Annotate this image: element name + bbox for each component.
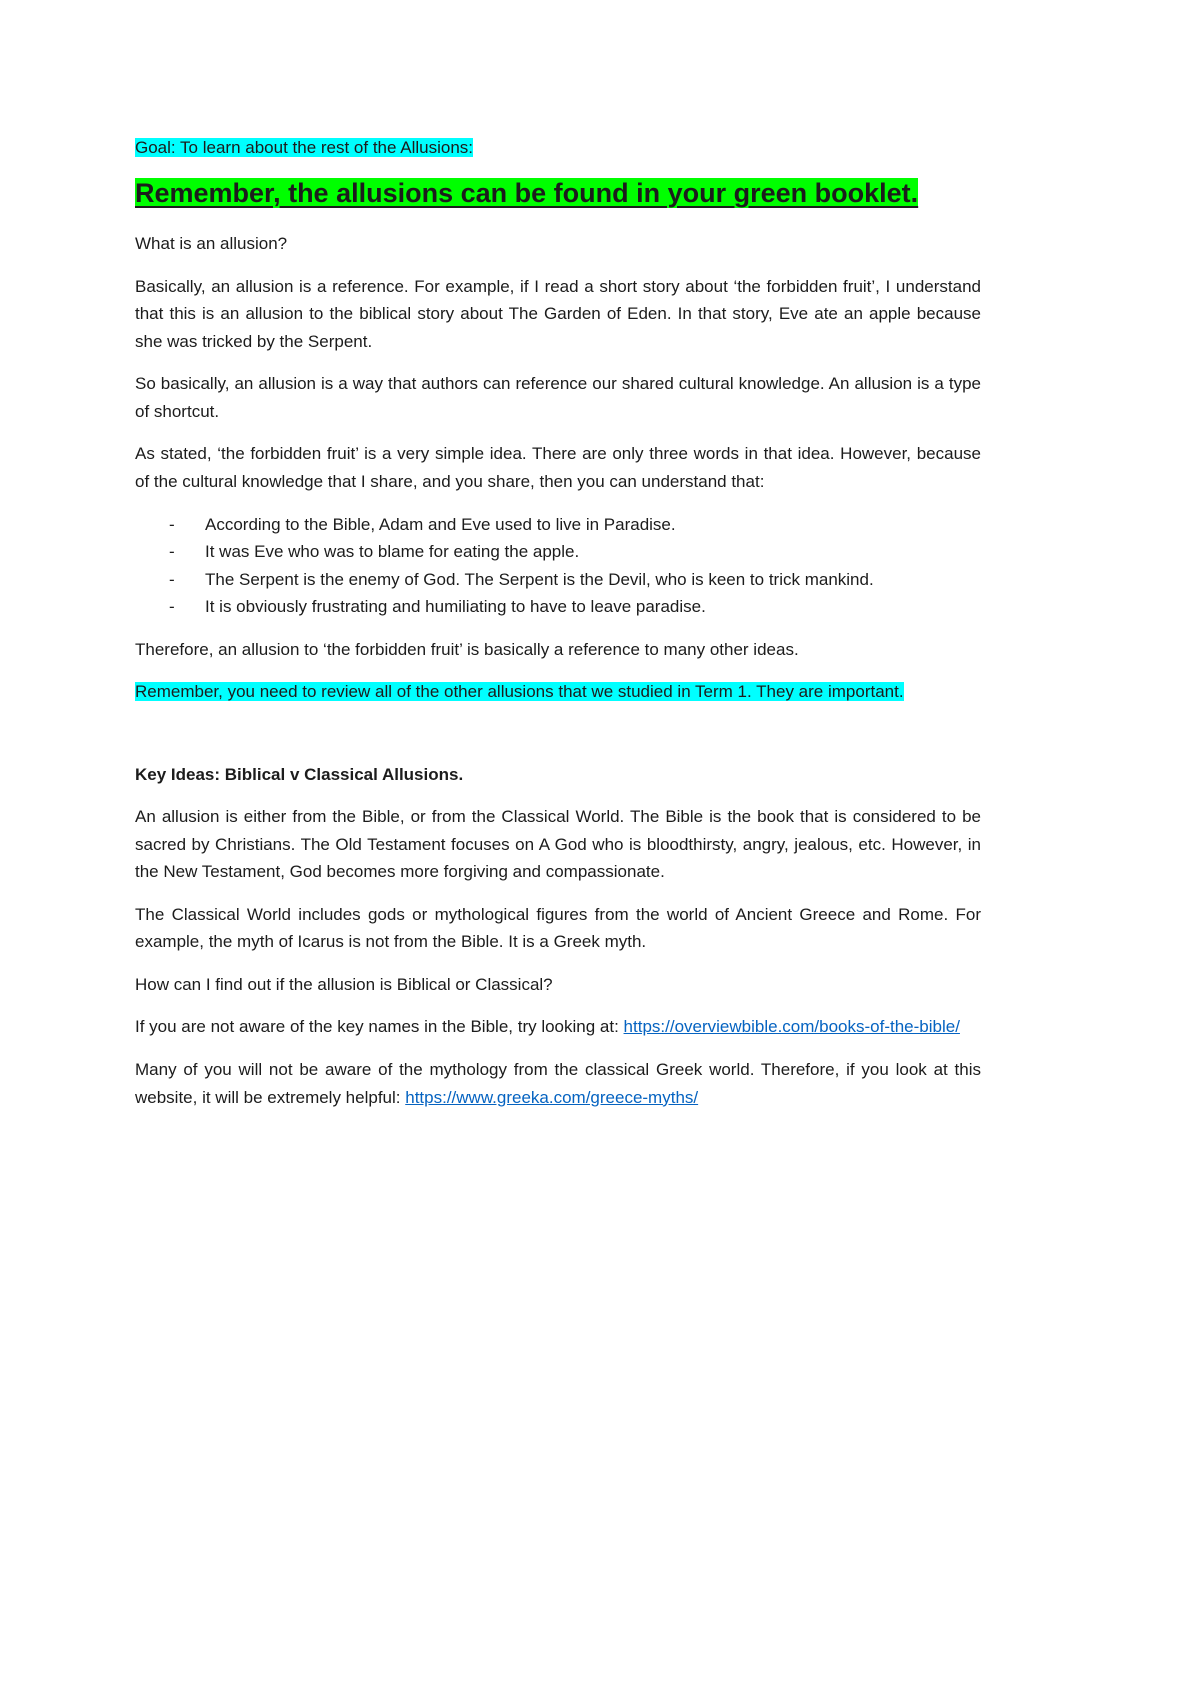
para-so-basically: So basically, an allusion is a way that authors can reference our shared cultural knowledge. An allusion is a type of shortcut.: [135, 374, 981, 421]
list-item: [135, 538, 981, 566]
link-overviewbible[interactable]: https://overviewbible.com/books-of-the-bible/: [623, 1017, 960, 1037]
bullet-dash: -: [169, 542, 175, 562]
greek-link-prefix-text: Many of you will not be aware of the mythology from the classical Greek world. Therefore, if you look at this website, it will be extremely helpful:: [135, 1059, 981, 1107]
bullet-item-text: According to the Bible, Adam and Eve used to live in Paradise.: [205, 514, 676, 534]
list-item: [135, 593, 981, 621]
goal-line: [135, 134, 981, 162]
bullet-item-text: It is obviously frustrating and humiliating to have to leave paradise.: [205, 597, 706, 617]
para-as-stated: As stated, ‘the forbidden fruit’ is a very simple idea. There are only three words in that idea. However, because of the cultural knowledge that I share, and you share, then you can understand that:: [135, 444, 981, 491]
heading-key-ideas: Key Ideas: Biblical v Classical Allusions.: [135, 764, 464, 784]
bullet-list: [135, 511, 981, 621]
para-classical-world: The Classical World includes gods or mythological figures from the world of Ancient Greece and Rome. For example, the myth of Icarus is not from the Bible. It is a Greek myth.: [135, 904, 981, 952]
para-remember-review: [135, 678, 981, 706]
document-page: [135, 134, 981, 1126]
main-heading-text: Remember, the allusions can be found in your green booklet.: [135, 177, 919, 208]
para-what-is-allusion: What is an allusion?: [135, 234, 288, 254]
para-therefore: Therefore, an allusion to ‘the forbidden fruit’ is basically a reference to many other ideas.: [135, 639, 799, 659]
remember-highlighted-text: Remember, you need to review all of the other allusions that we studied in Term 1. They are important.: [135, 682, 904, 702]
bullet-item-text: The Serpent is the enemy of God. The Serpent is the Devil, who is keen to trick mankind.: [205, 569, 874, 589]
main-heading: [135, 177, 981, 211]
para-basically: Basically, an allusion is a reference. For example, if I read a short story about ‘the forbidden fruit’, I understand that this is an allusion to the biblical story about The Garden of Eden. In that story, Eve ate an apple because she was tricked by the Serpent.: [135, 276, 981, 351]
list-item: [135, 511, 981, 539]
bullet-item-text: It was Eve who was to blame for eating the apple.: [205, 542, 580, 562]
link-greeka[interactable]: https://www.greeka.com/greece-myths/: [405, 1087, 699, 1107]
para-how-find-out: How can I find out if the allusion is Biblical or Classical?: [135, 974, 553, 994]
bullet-dash: -: [169, 569, 175, 589]
list-item: [135, 566, 981, 594]
para-greek-link: [135, 1056, 981, 1111]
para-bible-vs-classical: An allusion is either from the Bible, or from the Classical World. The Bible is the book that is considered to be sacred by Christians. The Old Testament focuses on A God who is bloodthirsty, angry, jealous, etc. However, in the New Testament, God becomes more forgiving and compassionate.: [135, 807, 981, 882]
bullet-dash: -: [169, 514, 175, 534]
goal-highlighted-text: Goal: To learn about the rest of the Allusions:: [135, 138, 474, 157]
bullet-dash: -: [169, 597, 175, 617]
para-bible-link: [135, 1013, 981, 1041]
bible-link-prefix-text: If you are not aware of the key names in the Bible, try looking at:: [135, 1017, 624, 1037]
